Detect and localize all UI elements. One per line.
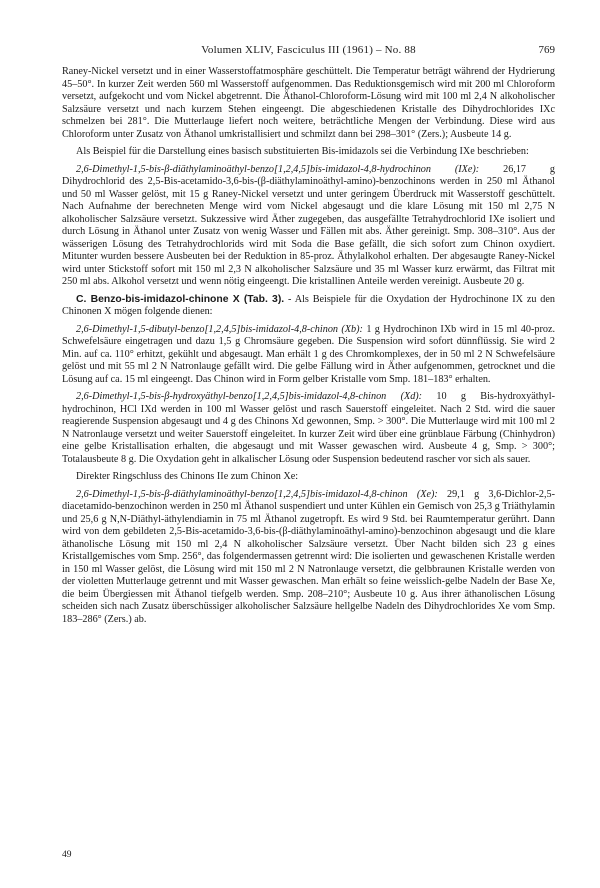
paragraph-intro-ixe: Als Beispiel für die Darstellung eines basisch substituierten Bis-imidazols sei die Verbindung IXe beschrieben:	[76, 146, 529, 157]
article-body	[62, 66, 555, 631]
paragraph-ixe-text: 26,17 g Dihydrochlorid des 2,5-Bis-acetamido-3,6-bis-(β-diäthylaminoäthyl-amino)-benzochinons werden in 250 ml Äthanol und 50 ml Wasser gelöst, mit 15 g Raney-Nickel versetzt und unter geringem Überdruck mit Wasserstoff geschüttelt. Nach Aufnahme der berechneten Menge wird vom Nickel abgesaugt und die klare Lösung mit 150 ml 2,75 N alkoholischer Salzsäure versetzt. Sukzessive wird Äther zugegeben, das ausgefällte Tetrahydrochlorid IXe isoliert und durch Lösung in Äthanol unter Zusatz von wenig Wasser und Fällen mit abs. Äther gereinigt. Smp. 308–310°. Aus der wässerigen Lösung des Tetrahydrochlorids wird mit Soda die Base gefällt, die sich sofort zum Chinon oxydiert. Mitunter wurden bessere Ausbeuten bei der Reduktion in 85-proz. Äthylalkohol erhalten. Der abgesaugte Raney-Nickel wird unter Stickstoff sofort mit 150 ml 2,3 N alkoholischer Salzsäure und 35 ml Wasser kurz erwärmt, das Filtrat mit 250 ml abs. Alkohol versetzt und wenn nötig eingeengt. Die kristallinen Anteile werden vereinigt. Ausbeute 20 g.	[62, 163, 555, 287]
compound-title-ixe: 2,6-Dimethyl-1,5-bis-β-diäthylaminoäthyl-benzo[1,2,4,5]bis-imidazol-4,8-hydrochinon (IXe):	[76, 163, 480, 175]
paragraph-ring-closure: Direkter Ringschluss des Chinons IIe zum Chinon Xe:	[76, 471, 299, 482]
paragraph-xd-text: 10 g Bis-hydroxyäthyl-hydrochinon, HCl IXd werden in 100 ml Wasser gelöst und rasch Sauerstoff eingeleitet. Nach 2 Std. wird die sauer reagierende Suspension abgesaugt und 4 g des Chinons Xd gewonnen, Smp. > 300°. Die Mutterlauge wird mit 100 ml 2 N Natronlauge versetzt und weiter Sauerstoff eingeleitet. In kurzer Zeit wird über eine grünblaue Färbung (Chinhydron) eine gelbe Kristallisation erhalten, die abgesaugt und mit Wasser gewaschen wird. Ausbeute 4 g, Smp. > 300°; Totalausbeute 8 g. Die Oxydation geht in alkalischer Lösung oder Suspension bedeutend rascher vor sich als sauer.	[62, 391, 555, 465]
paragraph-xb-text: 1 g Hydrochinon IXb wird in 15 ml 40-proz. Schwefelsäure eingetragen und dazu 1,5 g Chromsäure gegeben. Die Suspension wird sofort dünnflüssig. Sie wird 2 Min. auf ca. 110° erhitzt, gekühlt und abgesaugt. Man erhält 1 g des Chromkomplexes, der in 50 ml 2 N Schwefelsäure gelöst und mit 55 ml 2 N Natronlauge gefällt wird. Die gelbe Fällung wird in Äther aufgenommen, getrocknet und die Lösung auf ca. 15 ml eingeengt. Das Chinon wird in Form gelber Kristalle vom Smp. 181–183° erhalten.	[62, 323, 556, 385]
running-header	[62, 44, 555, 58]
paragraph-xd-procedure	[62, 391, 555, 466]
signature-mark: 49	[62, 850, 72, 860]
paragraph-hydrogenation: Raney-Nickel versetzt und in einer Wasserstoffatmosphäre geschüttelt. Die Temperatur beträgt während der Hydrierung 45–50°. In kurzer Zeit werden 560 ml Wasserstoff aufgenommen. Das Reduktionsgemisch wird mit 200 ml Chloroform versetzt, aufgekocht und vom Nickel abgetrennt. Die Äthanol-Chloroform-Lösung wird mit 100 ml 2,4 N alkoholischer Salzsäure versetzt und nach kurzem Stehen eingeengt. Die abgeschiedenen Kristalle des Dihydrochlorides IXc schmelzen bei 281°. Die Mutterlauge liefert noch weitere, beträchtliche Mengen der Verbindung. Diese wird aus Chloroform unter Zusatz von Äthanol umkristallisiert und schmilzt dann bei 298–301° (Zers.); Ausbeute 14 g.	[62, 66, 555, 140]
paragraph-xb-procedure	[62, 324, 555, 387]
page-number: 769	[538, 44, 555, 56]
compound-title-xe: 2,6-Dimethyl-1,5-bis-β-diäthylaminoäthyl-benzo[1,2,4,5]bis-imidazol-4,8-chinon (Xe):	[76, 488, 438, 500]
section-heading-c: C. Benzo-bis-imidazol-chinone X (Tab. 3).	[76, 293, 285, 305]
paragraph-xe-procedure	[62, 489, 555, 627]
compound-title-xb: 2,6-Dimethyl-1,5-dibutyl-benzo[1,2,4,5]bis-imidazol-4,8-chinon (Xb):	[76, 323, 363, 335]
journal-volume-line: Volumen XLIV, Fasciculus III (1961) – No. 88	[201, 44, 416, 56]
section-c-paragraph	[62, 294, 555, 319]
compound-title-xd: 2,6-Dimethyl-1,5-bis-β-hydroxyäthyl-benzo[1,2,4,5]bis-imidazol-4,8-chinon (Xd):	[76, 391, 423, 402]
section-c-text: - Als Beispiele für die Oxydation der Hydrochinone IX zu den Chinonen X mögen folgende dienen:	[62, 293, 556, 317]
paragraph-xe-text: 29,1 g 3,6-Dichlor-2,5-diacetamido-benzochinon werden in 250 ml Äthanol suspendiert und unter Kühlen ein Gemisch von 25,3 g Triäthylamin und 25,6 g N,N-Diäthyl-äthylendiamin in 75 ml Äthanol zugetropft. Es wird 9 Std. bei Raumtemperatur gerührt. Dann wird von dem gebildeten 2,5-Bis-acetamido-3,6-bis-(β-diäthylaminoäthyl-amino)-benzochinon abgesaugt und die klare äthanolische Lösung mit 150 ml 2,4 N alkoholischer Salzsäure versetzt. Über Nacht bilden sich 23 g eines Kristallgemisches vom Smp. 256°, das folgendermassen getrennt wird: Die isolierten und gewaschenen Kristalle werden in 150 ml Wasser gelöst, die Lösung wird mit 150 ml 2 N Natronlauge versetzt, die gelbbraunen Kristalle werden von der violetten Mutterlauge getrennt und mit Wasser gewaschen. Man erhält so feine weisslich-gelbe Nadeln der Base Xe, die beim Übergiessen mit Äthanol tiefgelb werden. Smp. 208–210°; Ausbeute 10 g. Aus ihrer äthanolischen Lösung scheiden sich nach Zusatz überschüssiger alkoholischer Salzsäure hellgelbe Nadeln des Dihydrochlorides Xe vom Smp. 183–286° (Zers.) ab.	[62, 488, 555, 625]
paragraph-ixe-procedure	[62, 164, 555, 289]
